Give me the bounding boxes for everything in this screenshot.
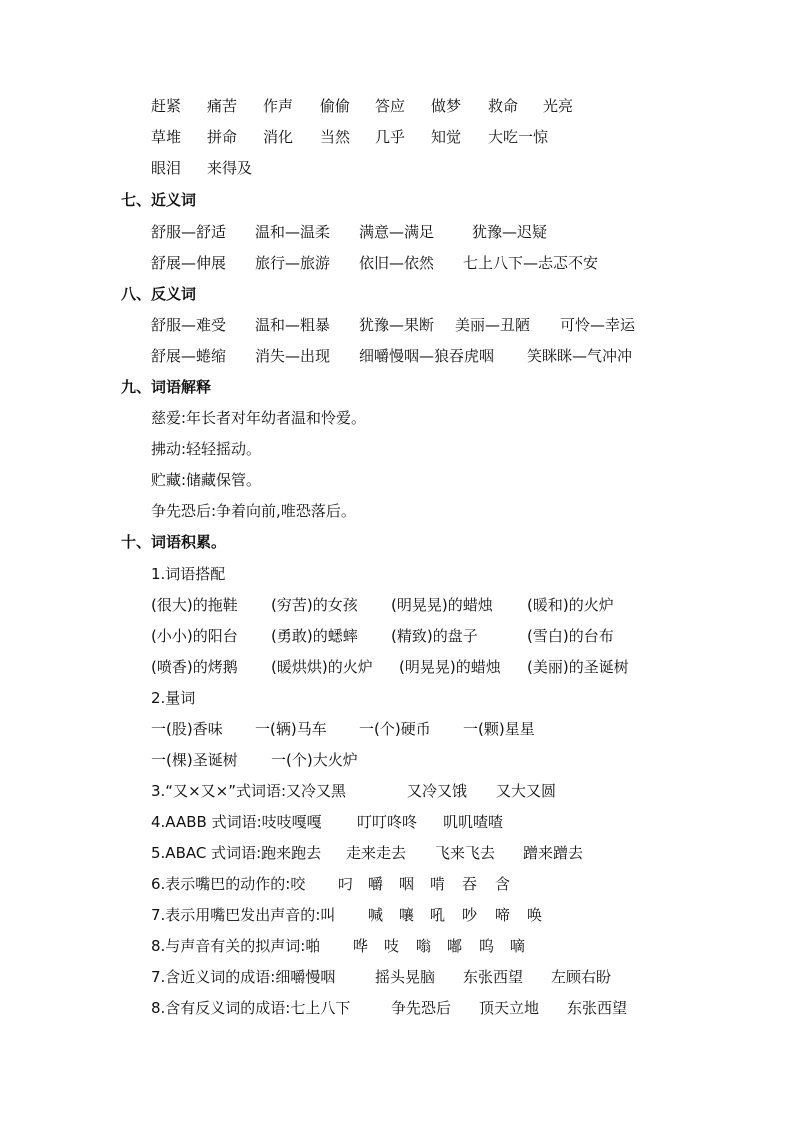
section-heading-antonyms: 八、反义词 <box>121 285 197 303</box>
char: 吞 <box>462 875 478 893</box>
char: 吱 <box>384 937 400 955</box>
word-type-row <box>0 781 557 801</box>
synonym-row <box>0 222 548 242</box>
word: 草堆 <box>151 128 182 146</box>
section-heading-explanations: 九、词语解释 <box>121 378 212 396</box>
word-pair: 美丽—丑陋 <box>455 316 531 334</box>
word-type-row <box>0 843 584 863</box>
idiom: 争先恐后 <box>391 999 452 1017</box>
word-pair: 旅行—旅游 <box>255 254 331 272</box>
explanation-item: 贮藏:储藏保管。 <box>151 471 262 489</box>
char: 呜 <box>479 937 495 955</box>
char: 吵 <box>462 906 478 924</box>
char: 哗 <box>353 937 369 955</box>
char: 嚷 <box>399 906 415 924</box>
measure-word-row <box>0 719 535 739</box>
word-pair: 细嚼慢咽—狼吞虎咽 <box>359 347 495 365</box>
word-pair: 舒服—难受 <box>151 316 227 334</box>
explanation-item: 慈爱:年长者对年幼者温和怜爱。 <box>151 409 367 427</box>
collocation: (喷香)的烤鹅 <box>151 658 238 676</box>
collocation: (明晃晃)的蜡烛 <box>399 658 501 676</box>
word-type-row <box>0 967 612 987</box>
word: 来得及 <box>207 159 253 177</box>
word: 大吃一惊 <box>488 128 549 146</box>
word-pair: 温和—温柔 <box>255 223 331 241</box>
idiom: 东张西望 <box>463 968 524 986</box>
word: 知觉 <box>431 128 462 146</box>
char: 啃 <box>430 875 446 893</box>
section-heading-accumulation: 十、词语积累。 <box>121 533 227 551</box>
collocation: (穷苦)的女孩 <box>271 596 358 614</box>
word-pair: 笑眯眯—气冲冲 <box>527 347 633 365</box>
word-row <box>0 158 253 178</box>
antonym-row <box>0 346 633 366</box>
char: 喊 <box>368 906 384 924</box>
collocation: (雪白)的台布 <box>527 627 614 645</box>
collocation: (精致)的盘子 <box>391 627 478 645</box>
collocation: (明晃晃)的蜡烛 <box>391 596 493 614</box>
word-pair: 温和—粗暴 <box>255 316 331 334</box>
measure-word: 一(个)硬币 <box>359 720 431 738</box>
collocation: (美丽)的圣诞树 <box>527 658 629 676</box>
collocation: (小小)的阳台 <box>151 627 238 645</box>
char: 嚼 <box>368 875 384 893</box>
word: 走来走去 <box>346 844 407 862</box>
word-type-row <box>0 874 511 894</box>
char: 吼 <box>430 906 446 924</box>
measure-word: 一(辆)马车 <box>255 720 327 738</box>
collocation: (勇敢)的蟋蟀 <box>271 627 358 645</box>
word-pair: 可怜—幸运 <box>560 316 636 334</box>
word: 又大又圆 <box>496 782 557 800</box>
collocation-row <box>0 626 614 646</box>
idiom: 摇头晃脑 <box>375 968 436 986</box>
explanation-item: 争先恐后:争着向前,唯恐落后。 <box>151 502 356 520</box>
collocation-row <box>0 657 629 677</box>
word-type-label: 7.表示用嘴巴发出声音的:叫 <box>151 906 336 924</box>
synonym-row <box>0 253 599 273</box>
word-type-label: 6.表示嘴巴的动作的:咬 <box>151 875 306 893</box>
word: 作声 <box>263 97 294 115</box>
word-type-label: 5.ABAC 式词语:跑来跑去 <box>151 844 322 862</box>
measure-word: 一(个)大火炉 <box>271 751 358 769</box>
word: 叽叽喳喳 <box>443 813 504 831</box>
word-type-label: 8.含有反义词的成语:七上八下 <box>151 999 351 1017</box>
collocation: (暖和)的火炉 <box>527 596 614 614</box>
subsection-title: 2.量词 <box>151 689 196 707</box>
word: 飞来飞去 <box>435 844 496 862</box>
word-type-row <box>0 936 526 956</box>
word-row <box>0 96 574 116</box>
word-type-label: 8.与声音有关的拟声词:啪 <box>151 937 321 955</box>
word-pair: 舒展—蜷缩 <box>151 347 227 365</box>
word: 拼命 <box>207 128 238 146</box>
word: 又冷又饿 <box>407 782 468 800</box>
word-type-label: 7.含近义词的成语:细嚼慢咽 <box>151 968 336 986</box>
word-pair: 舒服—舒适 <box>151 223 227 241</box>
char: 嘀 <box>510 937 526 955</box>
word: 叮叮咚咚 <box>357 813 418 831</box>
word: 光亮 <box>543 97 574 115</box>
word-pair: 舒展—伸展 <box>151 254 227 272</box>
idiom: 左顾右盼 <box>551 968 612 986</box>
char: 嘟 <box>447 937 463 955</box>
char: 唤 <box>527 906 543 924</box>
word-type-label: 4.AABB 式词语:吱吱嘎嘎 <box>151 813 322 831</box>
word-pair: 消失—出现 <box>255 347 331 365</box>
char: 啼 <box>495 906 511 924</box>
word: 答应 <box>375 97 406 115</box>
word-type-label: 3.“又×又×”式词语:又冷又黑 <box>151 782 347 800</box>
word: 当然 <box>320 128 351 146</box>
char: 叼 <box>338 875 354 893</box>
word-pair: 满意—满足 <box>359 223 435 241</box>
word-type-row <box>0 905 543 925</box>
section-heading-synonyms: 七、近义词 <box>121 191 197 209</box>
measure-word: 一(颗)星星 <box>463 720 535 738</box>
word-pair: 犹豫—迟疑 <box>472 223 548 241</box>
word-pair: 依旧—依然 <box>359 254 435 272</box>
measure-word: 一(棵)圣诞树 <box>151 751 238 769</box>
word: 救命 <box>488 97 519 115</box>
explanation-item: 拂动:轻轻摇动。 <box>151 440 262 458</box>
word: 偷偷 <box>320 97 351 115</box>
subsection-title: 1.词语搭配 <box>151 565 226 583</box>
word: 眼泪 <box>151 159 182 177</box>
collocation: (暖烘烘)的火炉 <box>271 658 373 676</box>
word: 蹭来蹭去 <box>523 844 584 862</box>
word-pair: 犹豫—果断 <box>359 316 435 334</box>
word: 赶紧 <box>151 97 182 115</box>
char: 咽 <box>399 875 415 893</box>
measure-word-row <box>0 750 358 770</box>
word: 痛苦 <box>207 97 238 115</box>
idiom: 顶天立地 <box>479 999 540 1017</box>
word: 做梦 <box>431 97 462 115</box>
word-pair: 七上八下—忐忑不安 <box>463 254 599 272</box>
word-row <box>0 127 549 147</box>
word-type-row <box>0 812 504 832</box>
char: 含 <box>495 875 511 893</box>
measure-word: 一(股)香味 <box>151 720 223 738</box>
word-type-row <box>0 998 628 1018</box>
idiom: 东张西望 <box>567 999 628 1017</box>
char: 嗡 <box>416 937 432 955</box>
word: 几乎 <box>375 128 406 146</box>
antonym-row <box>0 315 636 335</box>
collocation-row <box>0 595 614 615</box>
word: 消化 <box>263 128 294 146</box>
collocation: (很大)的拖鞋 <box>151 596 238 614</box>
